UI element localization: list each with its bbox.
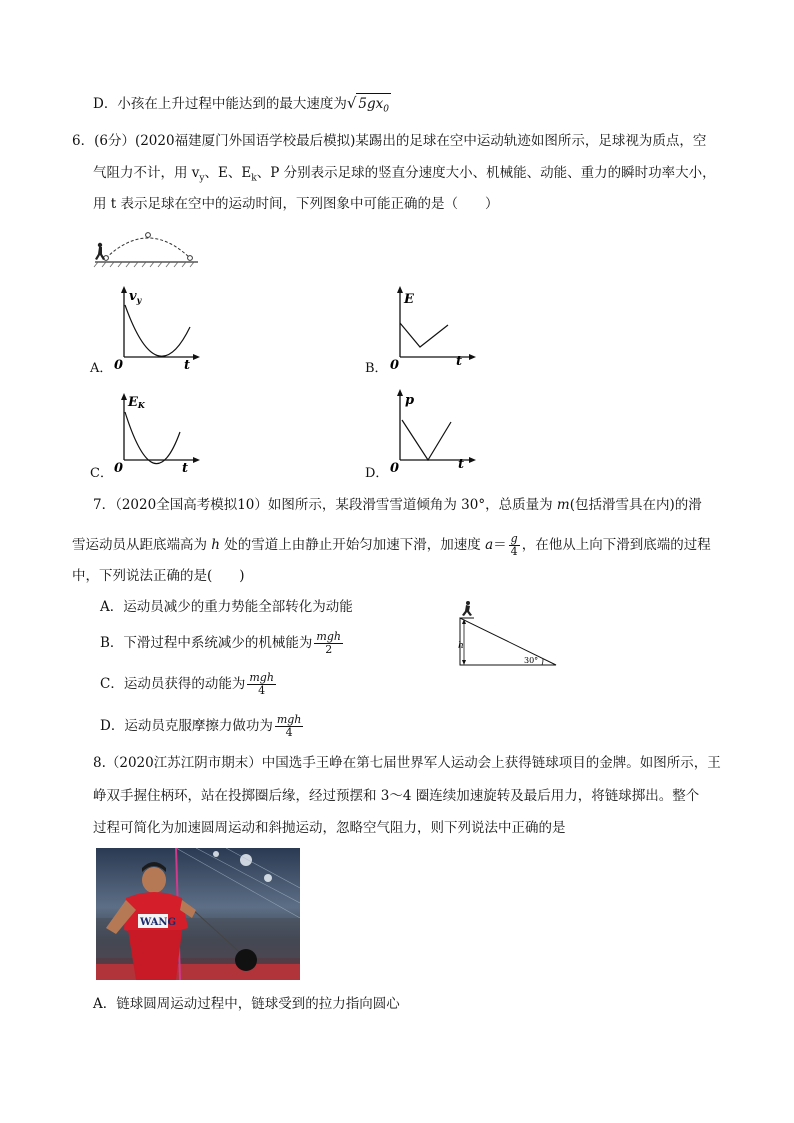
graph-d-ylabel: p [405,393,415,408]
graph-a-origin: 0 [114,358,124,371]
q8-option-a[interactable]: A．链球圆周运动过程中，链球受到的拉力指向圆心 [93,996,400,1012]
q5-option-d-text: D．小孩在上升过程中能达到的最大速度为 [93,96,347,112]
graph-b-letter[interactable]: B． [365,361,388,376]
graph-c-ylabel: EK [128,395,145,410]
q6-stem-line1: 6．(6分）(2020福建厦门外国语学校最后模拟)某踢出的足球在空中运动轨迹如图所示，足球视为质点，空 [72,133,707,149]
hammer-throw-photo [96,848,300,980]
graph-d-xlabel: t [458,457,465,472]
graph-b [388,285,478,371]
q7-accel-fraction: $\frac{g}{4}$ [510,532,518,558]
graph-a-ylabel: $v_y$ [129,289,142,305]
graph-b-origin: 0 [390,358,400,371]
graph-d-letter[interactable]: D． [365,466,389,481]
q8-stem-line1: 8.（2020江苏江阴市期末）中国选手王峥在第七届世界军人运动会上获得链球项目的金牌。如图所示，王 [93,755,721,771]
q6-stem-line2: 气阻力不计，用 $v_y$、E、$E_k$、P 分别表示足球的竖直分速度大小、机械能、动能、重力的瞬时功率大小， [93,165,716,184]
slope-figure [448,598,563,670]
graph-b-ylabel: E [404,292,414,307]
graph-a-xlabel: t [184,358,191,371]
bib-label: WANG [140,917,177,928]
q7-option-a[interactable]: A．运动员减少的重力势能全部转化为动能 [100,599,353,615]
graph-c-origin: 0 [114,461,124,476]
q7-stem-line1: 7．（2020全国高考模拟10）如图所示，某段滑雪雪道倾角为 30°，总质量为 m(包括滑雪具在内)的滑 [93,497,702,513]
graph-c-letter[interactable]: C． [90,466,113,481]
graph-a [112,285,202,371]
graph-a-letter[interactable]: A． [90,361,113,376]
q8-stem-line2: 峥双手握住柄环，站在投掷圈后缘，经过预摆和 3～4 圈连续加速旋转及最后用力，将链球掷出。整个 [93,788,700,804]
q7-option-c[interactable]: C．运动员获得的动能为 $\frac{\text{mgh}}{4}$ [100,671,274,697]
graph-a-curve [125,305,190,356]
graph-c-xlabel: t [182,461,189,476]
kicker-icon [95,243,105,260]
q8-stem-line3: 过程可简化为加速圆周运动和斜抛运动，忽略空气阻力，则下列说法中正确的是 [93,820,566,836]
graph-b-xlabel: t [456,354,463,369]
q7-option-d[interactable]: D．运动员克服摩擦力做功为 $\frac{\text{mgh}}{4}$ [100,713,302,739]
slope-h-label: h [458,641,464,651]
graph-d-origin: 0 [390,461,400,474]
q6-stem-line3: 用 t 表示足球在空中的运动时间，下列图象中可能正确的是（ ） [93,196,499,212]
skier-icon [462,601,472,616]
graph-c [112,392,202,478]
q7-option-b[interactable]: B．下滑过程中系统减少的机械能为 $\frac{\text{mgh}}{2}$ [100,630,341,656]
q7-stem-line2: 雪运动员从距底端高为 h 处的雪道上由静止开始匀加速下滑，加速度 a＝ $\frac{g}{4}$ ，在他从上向下滑到底端的过程 [72,532,711,558]
q7-stem-line3: 中，下列说法正确的是( ) [72,568,245,584]
graph-c-curve [125,412,180,464]
graph-d-curve [402,420,451,460]
slope-angle-label: 30° [524,656,539,665]
q5-radical: $5gx_0$ [356,93,391,120]
graph-d [388,388,478,474]
q5-option-d: D．小孩在上升过程中能达到的最大速度为√ $5gx_0$ [93,93,391,120]
trajectory-figure [90,226,202,270]
graph-b-curve [400,323,448,347]
